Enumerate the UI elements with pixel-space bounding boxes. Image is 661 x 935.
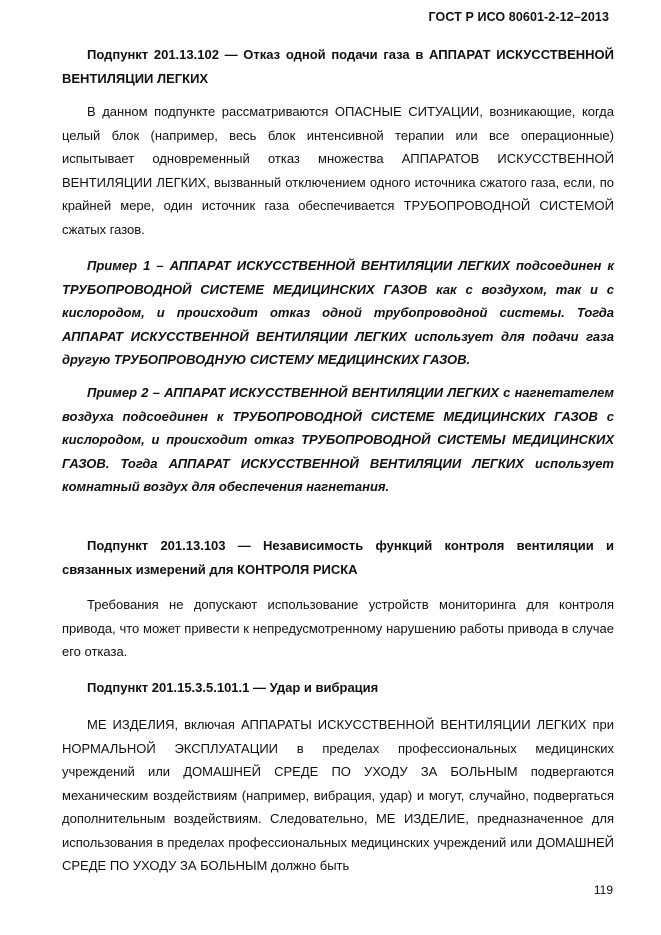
section-title-201-15-3-5-101-1: Подпункт 201.15.3.5.101.1 — Удар и вибрация <box>87 680 379 695</box>
section-title-201-13-102: Подпункт 201.13.102 — Отказ одной подачи газа в АППАРАТ ИСКУССТВЕННОЙ ВЕНТИЛЯЦИИ ЛЕГКИХ <box>62 47 614 86</box>
paragraph-shock-vibration: МЕ ИЗДЕЛИЯ, включая АППАРАТЫ ИСКУССТВЕННОЙ ВЕНТИЛЯЦИИ ЛЕГКИХ при НОРМАЛЬНОЙ ЭКСПЛУАТАЦИИ в пределах профессиональных медицинских учреждений или ДОМАШНЕЙ СРЕДЕ ПО УХОДУ ЗА БОЛЬНЫМ подвергаются механическим воздействиям (например, вибрация, удар) и могут, случайно, подвергаться дополнительным воздействиям. Следовательно, МЕ ИЗДЕЛИЕ, предназначенное для использования в пределах профессиональных медицинских учреждений или ДОМАШНЕЙ СРЕДЕ ПО УХОДУ ЗА БОЛЬНЫМ должно быть <box>62 717 614 873</box>
example-2: Пример 2 – АППАРАТ ИСКУССТВЕННОЙ ВЕНТИЛЯЦИИ ЛЕГКИХ с нагнетателем воздуха подсоединен к ТРУБОПРОВОДНОЙ СИСТЕМЕ МЕДИЦИНСКИХ ГАЗОВ с кислородом, и происходит отказ ТРУБОПРОВОДНОЙ СИСТЕМЫ МЕДИЦИНСКИХ ГАЗОВ. Тогда АППАРАТ ИСКУССТВЕННОЙ ВЕНТИЛЯЦИИ ЛЕГКИХ использует комнатный воздух для обеспечения нагнетания. <box>62 385 614 494</box>
paragraph-gas-failure: В данном подпункте рассматриваются ОПАСНЫЕ СИТУАЦИИ, возникающие, когда целый блок (например, весь блок интенсивной терапии или все операционные) испытывает одновременный отказ множества АППАРАТОВ ИСКУССТВЕННОЙ ВЕНТИЛЯЦИИ ЛЕГКИХ, вызванный отключением одного источника сжатого газа, если, по крайней мере, один источник газа обеспечивается ТРУБОПРОВОДНОЙ СИСТЕМОЙ сжатых газов. <box>62 104 614 237</box>
example-1: Пример 1 – АППАРАТ ИСКУССТВЕННОЙ ВЕНТИЛЯЦИИ ЛЕГКИХ подсоединен к ТРУБОПРОВОДНОЙ СИСТЕМЕ МЕДИЦИНСКИХ ГАЗОВ как с воздухом, так и с кислородом, и происходит отказ одной трубопроводной системы. Тогда АППАРАТ ИСКУССТВЕННОЙ ВЕНТИЛЯЦИИ ЛЕГКИХ использует для подачи газа другую ТРУБОПРОВОДНУЮ СИСТЕМУ МЕДИЦИНСКИХ ГАЗОВ. <box>62 258 614 367</box>
section-title-201-13-103: Подпункт 201.13.103 — Независимость функций контроля вентиляции и связанных измерений для КОНТРОЛЯ РИСКА <box>62 538 614 577</box>
paragraph-monitoring: Требования не допускают использование устройств мониторинга для контроля привода, что может привести к непредусмотренному нарушению работы привода в случае его отказа. <box>62 597 614 659</box>
standard-header: ГОСТ Р ИСО 80601-2-12–2013 <box>428 10 609 24</box>
page-number: 119 <box>593 883 613 897</box>
